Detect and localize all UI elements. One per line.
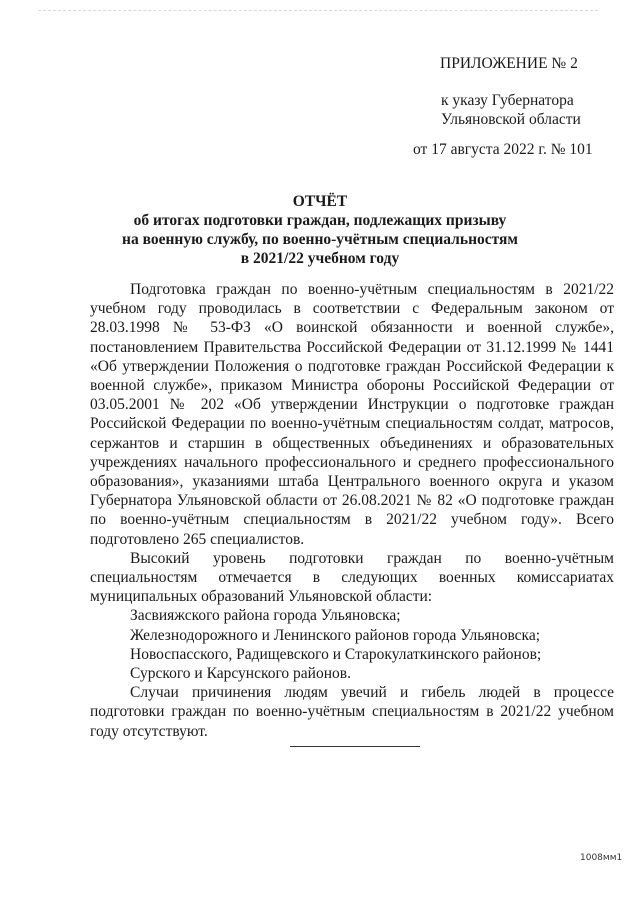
list-item: Сурского и Карсунского районов. <box>130 665 351 683</box>
appendix-label: ПРИЛОЖЕНИЕ № 2 <box>440 55 578 72</box>
paragraph-legal-basis: Подготовка граждан по военно-учётным специальностям в 2021/22 учебном году проводилась в соответствии с Федеральным законом от 28.03.1998 № 53-ФЗ «О воинской обязанности и военной службе», постановлением Правительства Российской Федерации от 31.12.1999 № 1441 «Об утверждении Положения о подготовке граждан Российской Федерации к военной службе», приказом Министра обороны Российской Федерации от 03.05.2001 № 202 «Об утверждении Инструкции о подготовке граждан Российской Федерации по военно-учётным специальностям солдат, матросов, сержантов и старшин в общественных объединениях и образовательных учреждениях начального профессионального и среднего профессионального образования», указаниями штаба Центрального военного округа и указом Губернатора Ульяновской области от 26.08.2021 № 82 «О подготовке граждан по военно-учётным специальностям в 2021/22 учебном году». Всего подготовлено 265 специалистов. <box>90 281 614 548</box>
list-item: Железнодорожного и Ленинского районов города Ульяновска; <box>130 626 541 644</box>
list-item: Засвияжского района города Ульяновска; <box>130 607 401 625</box>
closing-line <box>290 746 420 747</box>
report-title: ОТЧЁТ <box>292 193 348 210</box>
document-code: 1008мм1 <box>580 853 623 863</box>
paragraph-no-incidents: Случаи причинения людям увечий и гибель людей в процессе подготовки граждан по военно-учётным специальностям в 2021/22 учебном году отсутствуют. <box>90 684 614 740</box>
report-subtitle-line2: на военную службу, по военно-учётным специальностям <box>122 231 518 248</box>
paragraph-high-level: Высокий уровень подготовки граждан по военно-учётным специальностям отмечается в следующих военных комиссариатах муниципальных образований Ульяновской области: <box>90 549 614 606</box>
decree-date: от 17 августа 2022 г. № 101 <box>413 141 593 158</box>
decree-reference-line1: к указу Губернатора <box>441 92 574 109</box>
decree-reference-line2: Ульяновской области <box>441 111 581 128</box>
report-subtitle-line1: об итогах подготовки граждан, подлежащих призыву <box>133 212 507 229</box>
report-body <box>90 280 614 741</box>
list-item: Новоспасского, Радищевского и Старокулаткинского районов; <box>130 645 542 663</box>
report-subtitle-line3: в 2021/22 учебном году <box>240 250 400 267</box>
scan-artifact-line <box>38 10 598 11</box>
